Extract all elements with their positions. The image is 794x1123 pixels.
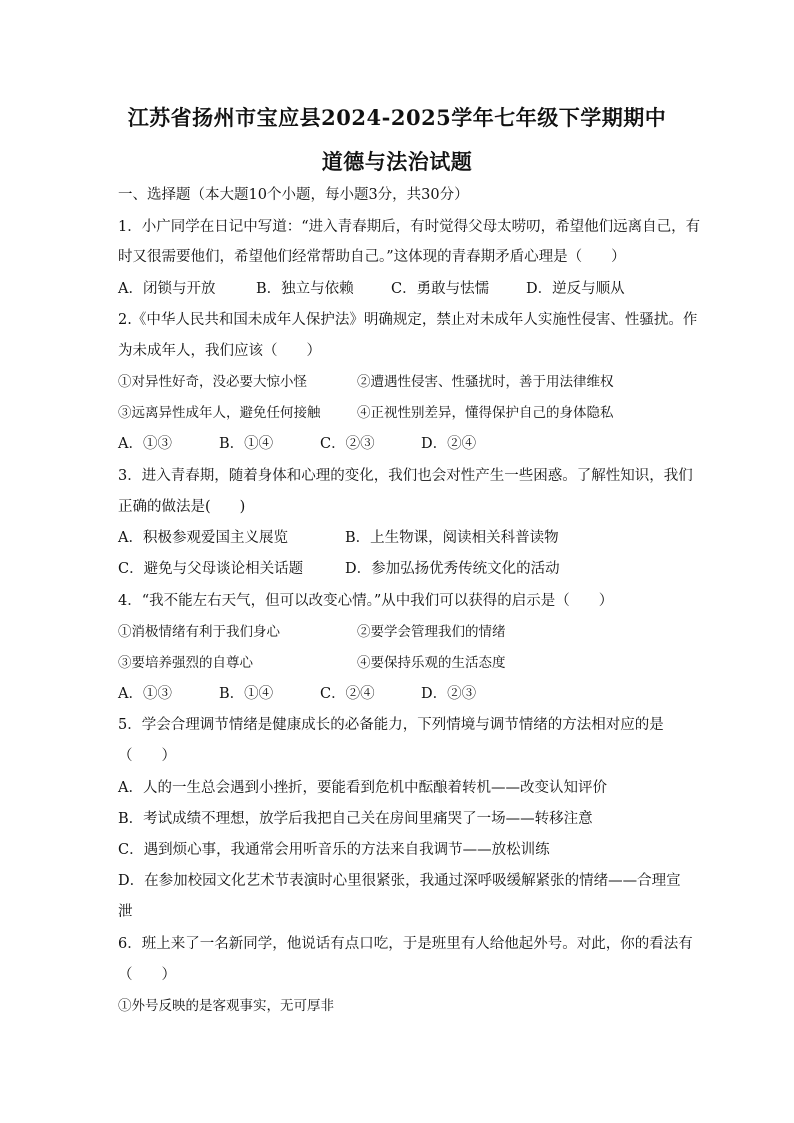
q4-option-b[interactable]: B．①④ [219, 686, 274, 702]
q1-stem-line1: 1．小广同学在日记中写道：“进入青春期后，有时觉得父母太唠叨，希望他们远离自己，有 [118, 219, 701, 235]
q4-item-2: ②要学会管理我们的情绪 [357, 624, 506, 640]
q3-stem-line2: 正确的做法是( ) [118, 499, 246, 515]
q1-option-d[interactable]: D．逆反与顺从 [526, 281, 625, 297]
q4-options [118, 683, 678, 705]
q2-item-4: ④正视性别差异，懂得保护自己的身体隐私 [357, 405, 614, 421]
q1-option-c[interactable]: C．勇敢与怯懦 [391, 281, 490, 297]
q3-option-a[interactable]: A．积极参观爱国主义展览 [118, 530, 288, 546]
q2-items-row2 [118, 402, 678, 424]
q3-stem-line1: 3．进入青春期，随着身体和心理的变化，我们也会对性产生一些困惑。了解性知识，我们 [118, 468, 693, 484]
q2-option-b[interactable]: B．①④ [219, 436, 274, 452]
q1-stem-line2: 时又很需要他们，希望他们经常帮助自己。”这体现的青春期矛盾心理是（ ） [118, 249, 626, 265]
q6-item-1: ①外号反映的是客观事实，无可厚非 [118, 998, 334, 1014]
q3-option-b[interactable]: B．上生物课，阅读相关科普读物 [345, 530, 559, 546]
q1-option-a[interactable]: A．闭锁与开放 [118, 281, 216, 297]
exam-subtitle: 道德与法治试题 [321, 149, 473, 174]
q6-stem-line2: （ ） [118, 967, 176, 983]
q2-option-c[interactable]: C．②③ [320, 436, 375, 452]
q4-item-4: ④要保持乐观的生活态度 [357, 655, 506, 671]
q2-option-d[interactable]: D．②④ [421, 436, 477, 452]
q1-options [118, 278, 678, 300]
exam-title: 江苏省扬州市宝应县2024-2025学年七年级下学期期中 [127, 105, 667, 130]
q2-stem-line2: 为未成年人，我们应该（ ） [118, 343, 321, 359]
q3-options-row2 [118, 558, 678, 580]
q4-items-row1 [118, 621, 678, 643]
q3-option-d[interactable]: D．参加弘扬优秀传统文化的活动 [345, 561, 560, 577]
q5-option-b[interactable]: B．考试成绩不理想，放学后我把自己关在房间里痛哭了一场——转移注意 [118, 811, 593, 827]
q4-items-row2 [118, 652, 678, 674]
q4-option-a[interactable]: A．①③ [118, 686, 172, 702]
section-heading: 一、选择题（本大题10个小题，每小题3分，共30分） [118, 187, 469, 203]
q3-option-c[interactable]: C．避免与父母谈论相关话题 [118, 561, 304, 577]
q4-item-1: ①消极情绪有利于我们身心 [118, 624, 280, 640]
q2-item-3: ③远离异性成年人，避免任何接触 [118, 405, 321, 421]
q1-option-b[interactable]: B．独立与依赖 [256, 281, 354, 297]
q4-option-c[interactable]: C．②④ [320, 686, 375, 702]
q5-option-a[interactable]: A．人的一生总会遇到小挫折，要能看到危机中酝酿着转机——改变认知评价 [118, 780, 607, 796]
q4-option-d[interactable]: D．②③ [421, 686, 477, 702]
q4-stem: 4．“我不能左右天气，但可以改变心情。”从中我们可以获得的启示是（ ） [118, 593, 614, 609]
q2-items-row1 [118, 371, 678, 393]
q6-stem-line1: 6．班上来了一名新同学，他说话有点口吃，于是班里有人给他起外号。对此，你的看法有 [118, 936, 693, 952]
q2-stem-line1: 2.《中华人民共和国未成年人保护法》明确规定，禁止对未成年人实施性侵害、性骚扰。作 [118, 312, 698, 328]
q3-options-row1 [118, 527, 678, 549]
q5-stem-line2: （ ） [118, 748, 176, 764]
q5-stem-line1: 5．学会合理调节情绪是健康成长的必备能力，下列情境与调节情绪的方法相对应的是 [118, 717, 664, 733]
q2-option-a[interactable]: A．①③ [118, 436, 172, 452]
q5-option-d-line2[interactable]: 泄 [118, 904, 133, 920]
q5-option-c[interactable]: C．遇到烦心事，我通常会用听音乐的方法来自我调节——放松训练 [118, 842, 550, 858]
q2-item-2: ②遭遇性侵害、性骚扰时，善于用法律维权 [357, 374, 614, 390]
q5-option-d-line1[interactable]: D．在参加校园文化艺术节表演时心里很紧张，我通过深呼吸缓解紧张的情绪——合理宣 [118, 873, 681, 889]
q4-item-3: ③要培养强烈的自尊心 [118, 655, 253, 671]
q2-options [118, 433, 678, 455]
q2-item-1: ①对异性好奇，没必要大惊小怪 [118, 374, 307, 390]
